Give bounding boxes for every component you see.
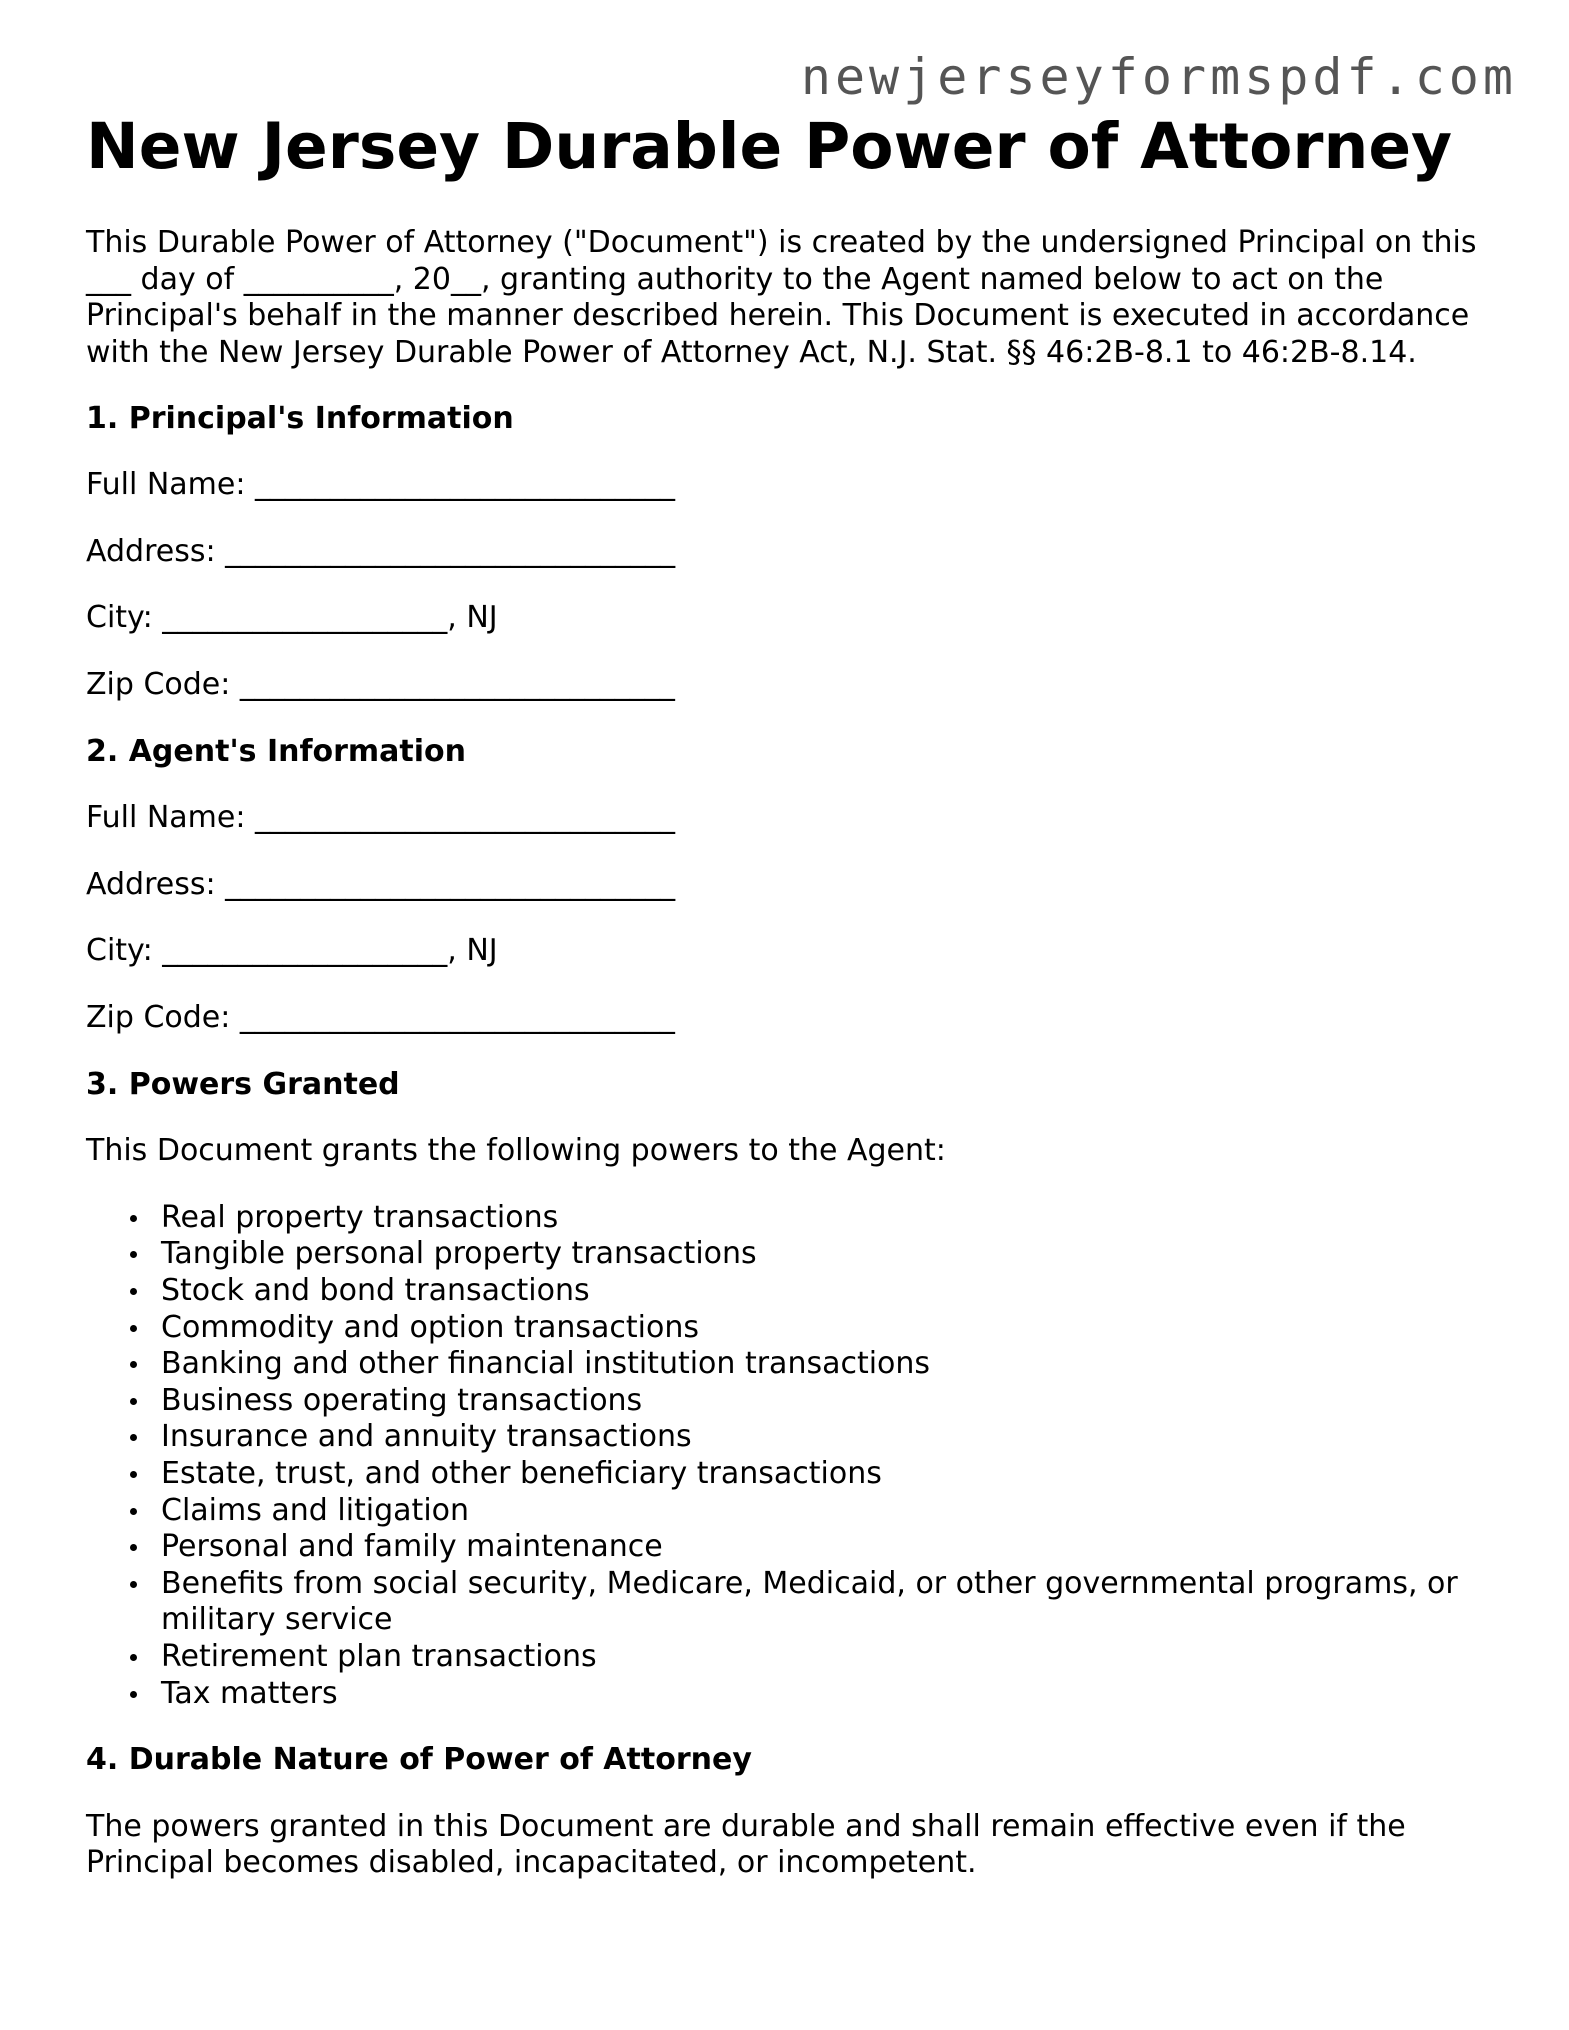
watermark: newjerseyformspdf.com — [800, 48, 1517, 106]
power-item: Stock and bond transactions — [161, 1273, 1531, 1310]
power-item: Tax matters — [161, 1676, 1531, 1713]
power-item: Claims and litigation — [161, 1493, 1531, 1530]
powers-list — [86, 1200, 1486, 1712]
agent-zip-field: Zip Code: _____________________________ — [86, 1000, 675, 1036]
agent-heading: 2. Agent's Information — [86, 733, 467, 769]
document-page — [86, 112, 1486, 1882]
principal-address-field: Address: ______________________________ — [86, 533, 676, 569]
principal-full-name-field: Full Name: ____________________________ — [86, 467, 675, 503]
power-item: Commodity and option transactions — [161, 1310, 1531, 1347]
power-item: Business operating transactions — [161, 1383, 1531, 1420]
agent-full-name-field: Full Name: ____________________________ — [86, 800, 675, 836]
power-item: Real property transactions — [161, 1200, 1531, 1237]
power-item: Banking and other financial institution transactions — [161, 1346, 1531, 1383]
principal-city-field: City: ___________________, NJ — [86, 600, 498, 636]
principal-zip-field: Zip Code: _____________________________ — [86, 667, 675, 703]
powers-heading: 3. Powers Granted — [86, 1066, 400, 1102]
power-item: Personal and family maintenance — [161, 1529, 1531, 1566]
power-item: Benefits from social security, Medicare, Medicaid, or other governmental programs, or military service — [161, 1566, 1531, 1639]
agent-city-field: City: ___________________, NJ — [86, 933, 498, 969]
power-item: Estate, trust, and other beneficiary transactions — [161, 1456, 1531, 1493]
power-item: Retirement plan transactions — [161, 1639, 1531, 1676]
durable-heading: 4. Durable Nature of Power of Attorney — [86, 1742, 752, 1778]
power-item: Insurance and annuity transactions — [161, 1419, 1531, 1456]
durable-paragraph: The powers granted in this Document are durable and shall remain effective even if the Principal becomes disabled, incapacitated, or incompetent. — [86, 1808, 1406, 1881]
powers-intro: This Document grants the following powers to the Agent: — [86, 1133, 946, 1169]
document-title: New Jersey Durable Power of Attorney — [86, 110, 1453, 183]
power-item: Tangible personal property transactions — [161, 1236, 1531, 1273]
agent-address-field: Address: ______________________________ — [86, 866, 676, 902]
principal-heading: 1. Principal's Information — [86, 400, 514, 436]
intro-paragraph: This Durable Power of Attorney ("Document") is created by the undersigned Principal on this ___ day of __________, 20__, granting authority to the Agent named below to act on the Principal's behalf in the manner described herein. This Document is executed in accordance with the New Jersey Durable Power of Attorney Act, N.J. Stat. §§ 46:2B-8.1 to 46:2B-8.14. — [86, 225, 1477, 371]
